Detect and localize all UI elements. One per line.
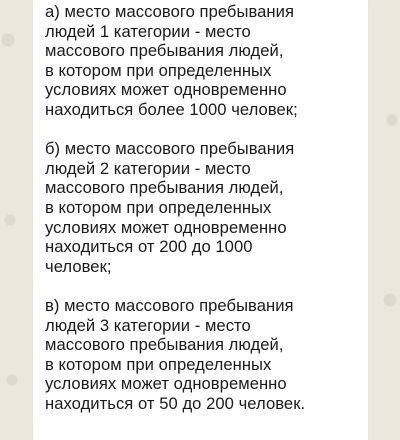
message-bubble[interactable]: [33, 0, 368, 440]
message-paragraph-c: [45, 296, 358, 414]
message-line: в котором при определенных: [45, 197, 272, 217]
message-line: людей 1 категории - место: [45, 21, 251, 41]
message-line: массового пребывания людей,: [45, 41, 284, 61]
message-line: людей 2 категории - место: [45, 158, 251, 178]
message-line: а) место массового пребывания: [45, 2, 294, 21]
message-line: условиях может одновременно: [45, 374, 287, 394]
message-line: в котором при определенных: [45, 60, 272, 80]
message-line: людей 3 категории - место: [45, 315, 251, 335]
message-line: человек;: [45, 256, 112, 276]
message-line: массового пребывания людей,: [45, 178, 284, 198]
message-line: в котором при определенных: [45, 354, 272, 374]
message-line: б) место массового пребывания: [45, 139, 295, 159]
message-line: условиях может одновременно: [45, 217, 287, 237]
message-line: массового пребывания людей,: [45, 335, 284, 355]
message-paragraph-b: [45, 139, 358, 276]
message-paragraph-a: [45, 2, 358, 120]
message-line: находиться более 1000 человек;: [45, 99, 298, 119]
message-line: в) место массового пребывания: [45, 295, 294, 315]
message-line: находиться от 50 до 200 человек.: [45, 393, 306, 413]
message-line: находиться от 200 до 1000: [45, 237, 253, 257]
message-line: условиях может одновременно: [45, 80, 287, 100]
